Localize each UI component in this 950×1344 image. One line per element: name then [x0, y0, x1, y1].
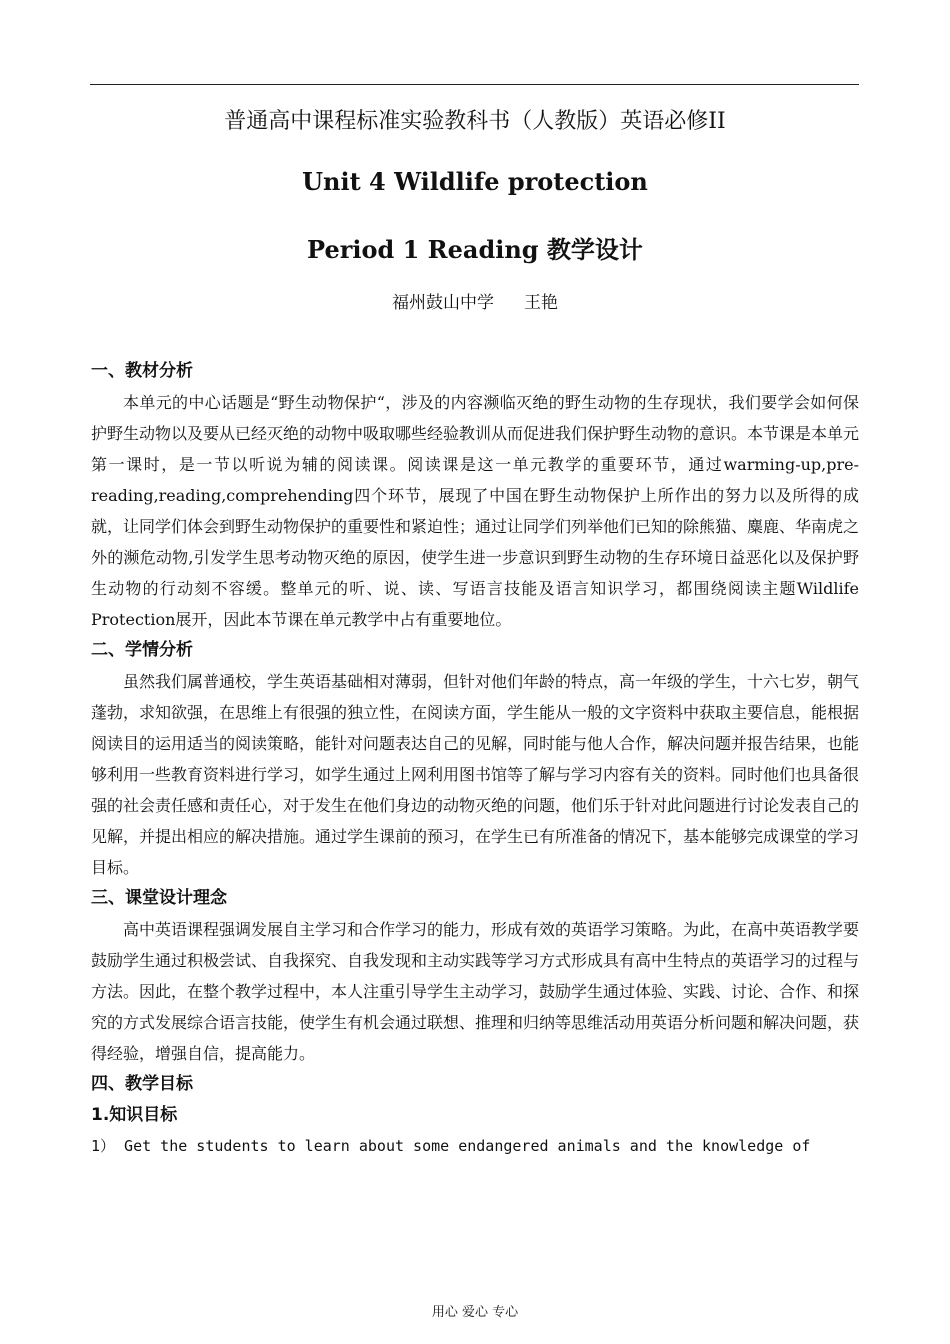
section-heading: 三、课堂设计理念 — [91, 888, 227, 908]
section-heading: 四、教学目标 — [91, 1074, 193, 1094]
objective-item: 1） Get the students to learn about some endangered animals and the knowledge of — [91, 1137, 811, 1155]
header-rule — [90, 84, 859, 85]
author-name: 王艳 — [524, 293, 558, 313]
school-name: 福州鼓山中学 — [392, 293, 494, 313]
document-title: 普通高中课程标准实验教科书（人教版）英语必修II — [224, 109, 726, 134]
page-footer: 用心 爱心 专心 — [431, 1305, 519, 1320]
section-heading: 一、教材分析 — [91, 361, 193, 381]
section-paragraph: 本单元的中心话题是“野生动物保护“，涉及的内容濒临灭绝的野生动物的生存现状，我们要学会如何保护野生动物以及要从已经灭绝的动物中吸取哪些经验教训从而促进我们保护野生动物的意识。本节课是本单元第一课时，是一节以听说为辅的阅读课。阅读课是这一单元教学的重要环节，通过warming-up,pre-reading,reading,comprehending四个环节，展现了中国在野生动物保护上所作出的努力以及所得的成就，让同学们体会到野生动物保护的重要性和紧迫性；通过让同学们列举他们已知的除熊猫、麋鹿、华南虎之外的濒危动物,引发学生思考动物灭绝的原因，使学生进一步意识到野生动物的生存环境日益恶化以及保护野生动物的行动刻不容缓。整单元的听、说、读、写语言技能及语言知识学习，都围绕阅读主题Wildlife Protection展开，因此本节课在单元教学中占有重要地位。 — [91, 393, 860, 629]
author-line — [0, 288, 950, 313]
period-title: Period 1 Reading 教学设计 — [307, 235, 643, 264]
section-paragraph: 高中英语课程强调发展自主学习和合作学习的能力，形成有效的英语学习策略。为此，在高中英语教学要鼓励学生通过积极尝试、自我探究、自我发现和主动实践等学习方式形成具有高中生特点的英语学习的过程与方法。因此，在整个教学过程中，本人注重引导学生主动学习，鼓励学生通过体验、实践、讨论、合作、和探究的方式发展综合语言技能，使学生有机会通过联想、推理和归纳等思维活动用英语分析问题和解决问题，获得经验，增强自信，提高能力。 — [91, 920, 860, 1063]
subsection-heading: 1.知识目标 — [91, 1105, 178, 1125]
document-body — [91, 356, 859, 1162]
section-paragraph: 虽然我们属普通校，学生英语基础相对薄弱，但针对他们年龄的特点，高一年级的学生，十六七岁，朝气蓬勃，求知欲强，在思维上有很强的独立性，在阅读方面，学生能从一般的文字资料中获取主要信息，能根据阅读目的运用适当的阅读策略，能针对问题表达自己的见解，同时能与他人合作，解决问题并报告结果，也能够利用一些教育资料进行学习，如学生通过上网利用图书馆等了解与学习内容有关的资料。同时他们也具备很强的社会责任感和责任心，对于发生在他们身边的动物灭绝的问题，他们乐于针对此问题进行讨论发表自己的见解，并提出相应的解决措施。通过学生课前的预习，在学生已有所准备的情况下，基本能够完成课堂的学习目标。 — [91, 672, 860, 877]
unit-title: Unit 4 Wildlife protection — [302, 167, 648, 196]
section-heading: 二、学情分析 — [91, 640, 193, 660]
